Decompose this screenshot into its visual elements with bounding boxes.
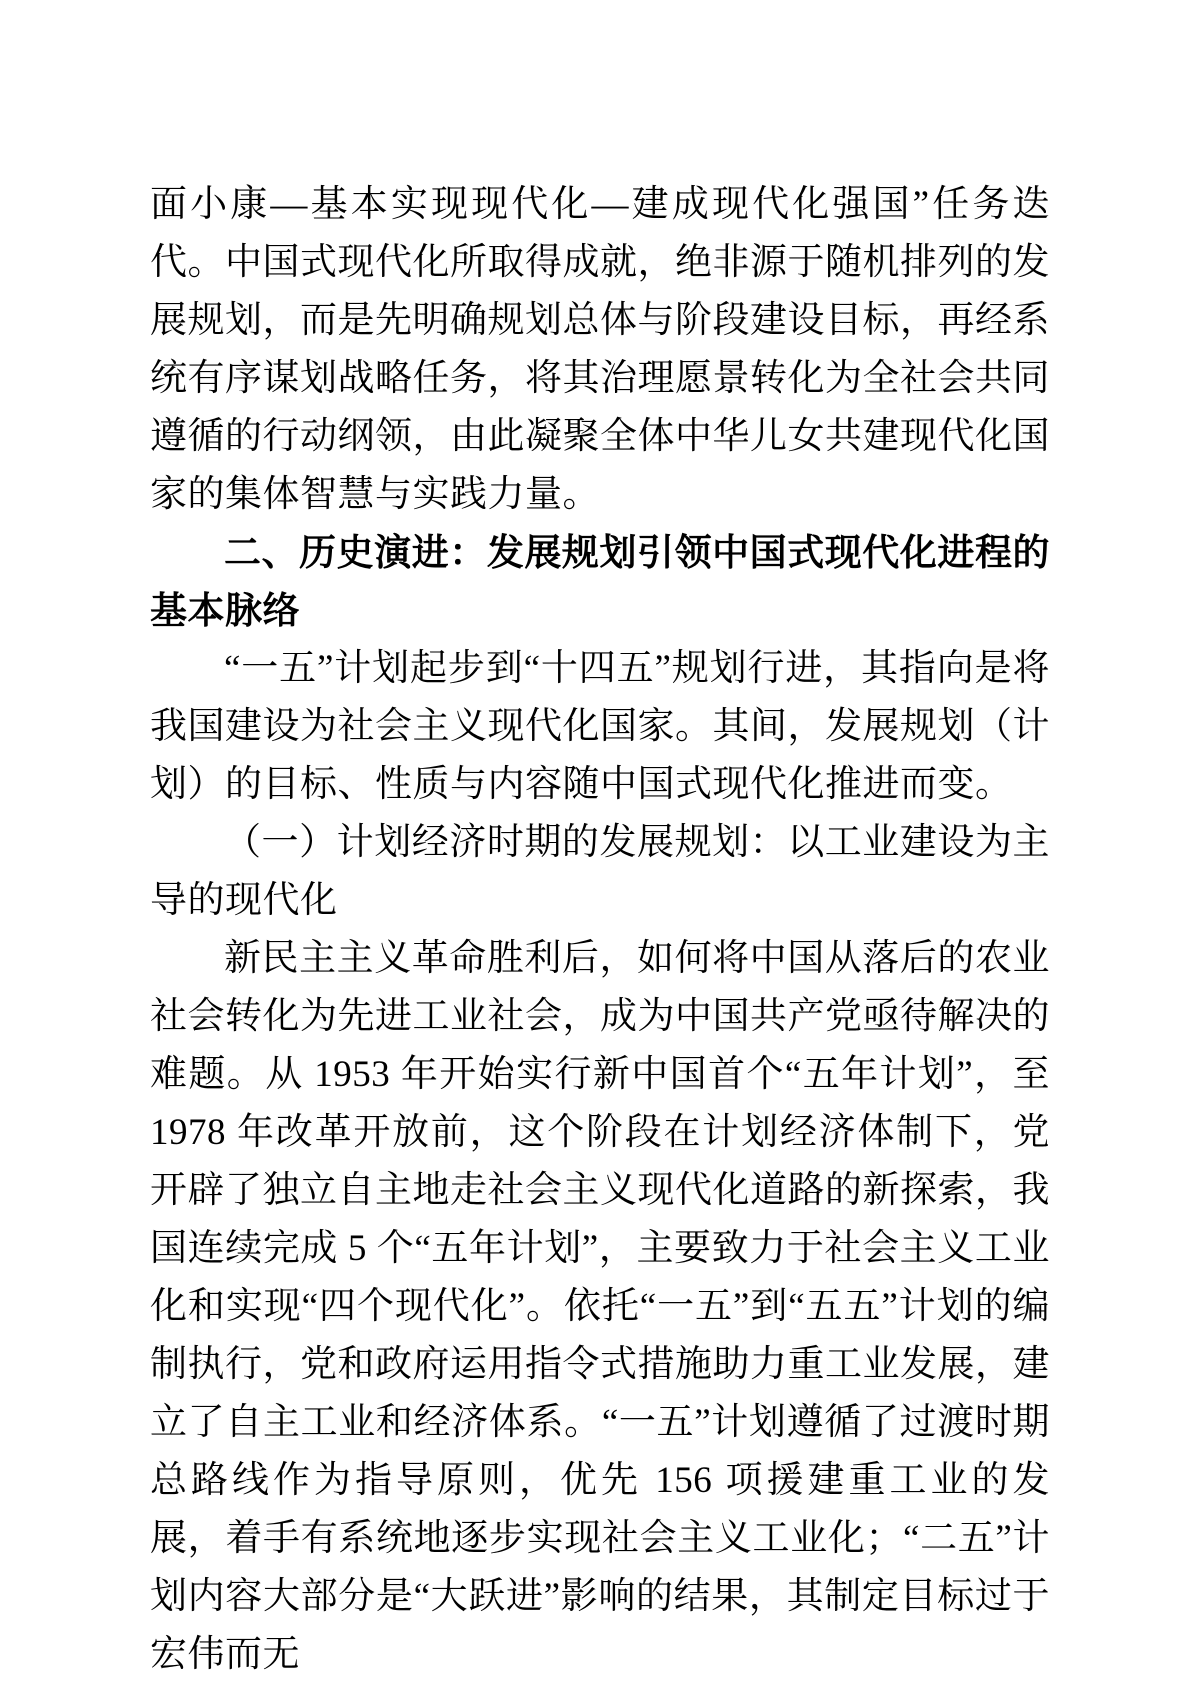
paragraph: 新民主主义革命胜利后，如何将中国从落后的农业社会转化为先进工业社会，成为中国共产党亟待解决的难题。从 1953 年开始实行新中国首个“五年计划”，至 1978 年改革开放前，这个阶段在计划经济体制下，党开辟了独立自主地走社会主义现代化道路的新探索，我国连续完成 5 个“五年计划”，主要致力于社会主义工业化和实现“四个现代化”。依托“一五”到“五五”计划的编制执行，党和政府运用指令式措施助力重工业发展，建立了自主工业和经济体系。“一五”计划遵循了过渡时期总路线作为指导原则，优先 156 项援建重工业的发展，着手有系统地逐步实现社会主义工业化；“二五”计划内容大部分是“大跃进”影响的结果，其制定目标过于宏伟而无	[150, 938, 1050, 1675]
paragraph-continuation: 面小康—基本实现现代化—建成现代化强国”任务迭代。中国式现代化所取得成就，绝非源于随机排列的发展规划，而是先明确规划总体与阶段建设目标，再经系统有序谋划战略任务，将其治理愿景转化为全社会共同遵循的行动纲领，由此凝聚全体中华儿女共建现代化国家的集体智慧与实践力量。	[150, 184, 1050, 515]
section-heading: 二、历史演进：发展规划引领中国式现代化进程的基本脉络	[150, 532, 1050, 631]
subsection-heading: （一）计划经济时期的发展规划：以工业建设为主导的现代化	[150, 822, 1050, 921]
paragraph: “一五”计划起步到“十四五”规划行进，其指向是将我国建设为社会主义现代化国家。其间，发展规划（计划）的目标、性质与内容随中国式现代化推进而变。	[150, 648, 1050, 805]
